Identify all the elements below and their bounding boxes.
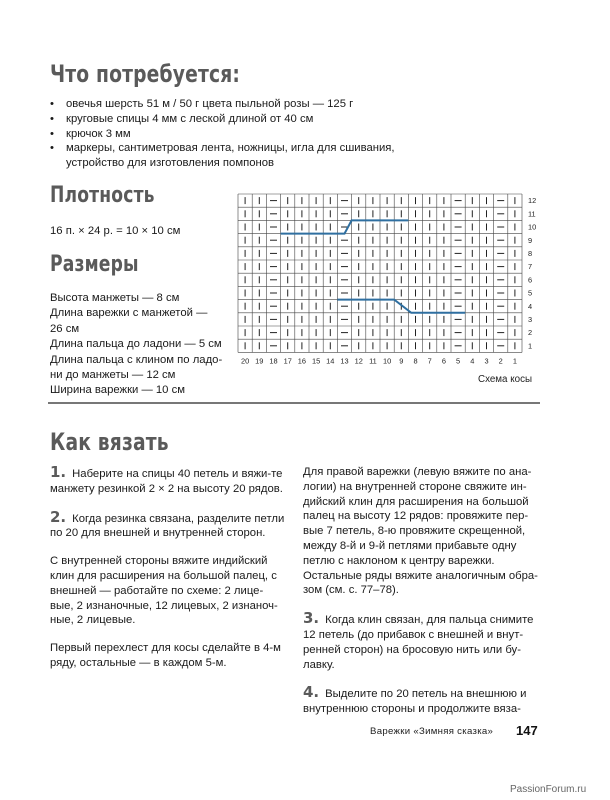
section-title-how-to: Как вязать xyxy=(50,428,169,456)
row-label: 7 xyxy=(528,262,533,272)
column-label: 11 xyxy=(369,356,377,366)
section-title-materials: Что потребуется: xyxy=(50,60,241,88)
instruction-paragraph xyxy=(303,685,539,717)
materials-item: • крючок 3 мм xyxy=(50,127,410,142)
instruction-paragraph xyxy=(50,641,286,671)
instruction-text: Для правой варежки (левую вяжите по ана-логии) на внутренней стороне свяжите ин-дийский клин для расширения на большой палец на высоту 12 рядов: провяжите пер-вые 7 петель, 8-ю провяжите скрещенной, между 8-й и 9-й петлями прибавьте одну петлю с наклоном к центру варежки. Остальные ряды вяжите аналогичным обра-зом (см. с. 77–78). xyxy=(303,466,538,597)
instruction-text: Первый перехлест для косы сделайте в 4-м ряду, остальные — в каждом 5-м. xyxy=(50,642,281,669)
step-number: 2. xyxy=(50,507,67,526)
watermark: PassionForum.ru xyxy=(510,784,587,795)
instruction-text: Когда клин связан, для пальца снимите 12 петель (до прибавок с внешней и внут-ренней сторон) на бросовую нить или бу-лавку. xyxy=(303,614,534,671)
instruction-paragraph xyxy=(303,465,539,598)
row-label: 11 xyxy=(528,209,536,219)
row-label: 3 xyxy=(528,315,533,324)
row-label: 12 xyxy=(528,196,537,206)
row-label: 5 xyxy=(528,288,533,298)
materials-list xyxy=(50,97,410,171)
column-label: 8 xyxy=(413,356,418,366)
instruction-text: Наберите на спицы 40 петель и вяжи-те манжету резинкой 2 × 2 на высоту 20 рядов. xyxy=(50,468,283,495)
row-label: 4 xyxy=(528,301,533,311)
step-number: 4. xyxy=(303,683,320,702)
section-title-density: Плотность xyxy=(50,183,155,208)
row-label: 8 xyxy=(528,249,533,258)
column-label: 17 xyxy=(283,356,292,366)
column-label: 18 xyxy=(269,356,278,366)
size-line: Ширина варежки — 10 см xyxy=(50,384,186,397)
footer-title: Варежки «Зимняя сказка» xyxy=(370,726,494,737)
instructions-right-column xyxy=(303,465,539,730)
materials-item: • овечья шерсть 51 м / 50 г цвета пыльной розы — 125 г xyxy=(50,97,410,112)
materials-item: • маркеры, сантиметровая лента, ножницы, игла для сшивания, устройство для изготовления помпонов xyxy=(50,141,410,171)
sizes-list xyxy=(50,291,222,399)
column-label: 3 xyxy=(484,356,489,366)
size-line: Длина пальца с клином по ладо- xyxy=(50,353,223,366)
instruction-paragraph xyxy=(50,465,286,497)
section-title-sizes: Размеры xyxy=(50,252,139,277)
column-label: 10 xyxy=(382,356,392,366)
column-label: 9 xyxy=(399,356,404,366)
cable-crossing-lower xyxy=(337,300,465,313)
size-line: ни до манжеты — 12 см xyxy=(50,369,176,382)
section-divider xyxy=(48,402,540,404)
column-label: 15 xyxy=(311,356,321,366)
cable-chart xyxy=(228,190,548,372)
instruction-paragraph xyxy=(50,507,286,542)
column-label: 7 xyxy=(427,356,432,366)
column-label: 20 xyxy=(240,356,250,366)
row-label: 6 xyxy=(528,275,533,285)
row-label: 10 xyxy=(528,222,537,232)
materials-item: • круговые спицы 4 мм с леской длиной от 40 см xyxy=(50,112,410,127)
instructions-left-column xyxy=(50,465,286,684)
row-label: 2 xyxy=(528,328,533,338)
column-label: 4 xyxy=(470,356,475,366)
instruction-text: Когда резинка связана, разделите петли по 20 для внешней и внутренней сторон. xyxy=(50,512,285,540)
column-label: 2 xyxy=(498,356,503,366)
column-label: 6 xyxy=(441,356,446,366)
column-label: 16 xyxy=(297,356,307,366)
density-text: 16 п. × 24 р. = 10 × 10 см xyxy=(50,225,181,237)
size-line: Длина варежки с манжетой — xyxy=(50,307,208,320)
row-label: 9 xyxy=(528,235,533,245)
size-line: Длина пальца до ладони — 5 см xyxy=(50,338,222,351)
instruction-paragraph xyxy=(303,611,539,672)
column-label: 19 xyxy=(255,356,264,366)
column-label: 14 xyxy=(326,356,335,366)
column-label: 1 xyxy=(512,356,517,366)
chart-caption: Схема косы xyxy=(478,374,533,385)
column-label: 13 xyxy=(340,356,349,366)
size-line: Высота манжеты — 8 см xyxy=(50,292,180,304)
column-label: 5 xyxy=(456,356,461,366)
page-number: 147 xyxy=(516,723,538,738)
instruction-text: С внутренней стороны вяжите индийский клин для расширения на большой палец, с внешней — работайте по схеме: 2 лице-вые, 2 изнаночные, 12 лицевых, 2 изнаноч-ные, 2 лицевые. xyxy=(50,555,278,627)
chart-grid xyxy=(238,194,522,352)
size-line: 26 см xyxy=(50,322,80,335)
instruction-paragraph xyxy=(50,554,286,628)
row-label: 1 xyxy=(528,341,533,351)
column-label: 12 xyxy=(354,356,363,366)
step-number: 3. xyxy=(303,609,320,628)
step-number: 1. xyxy=(50,463,67,481)
instruction-text: Выделите по 20 петель на внешнюю и внутреннюю стороны и продолжите вяза- xyxy=(303,688,527,716)
